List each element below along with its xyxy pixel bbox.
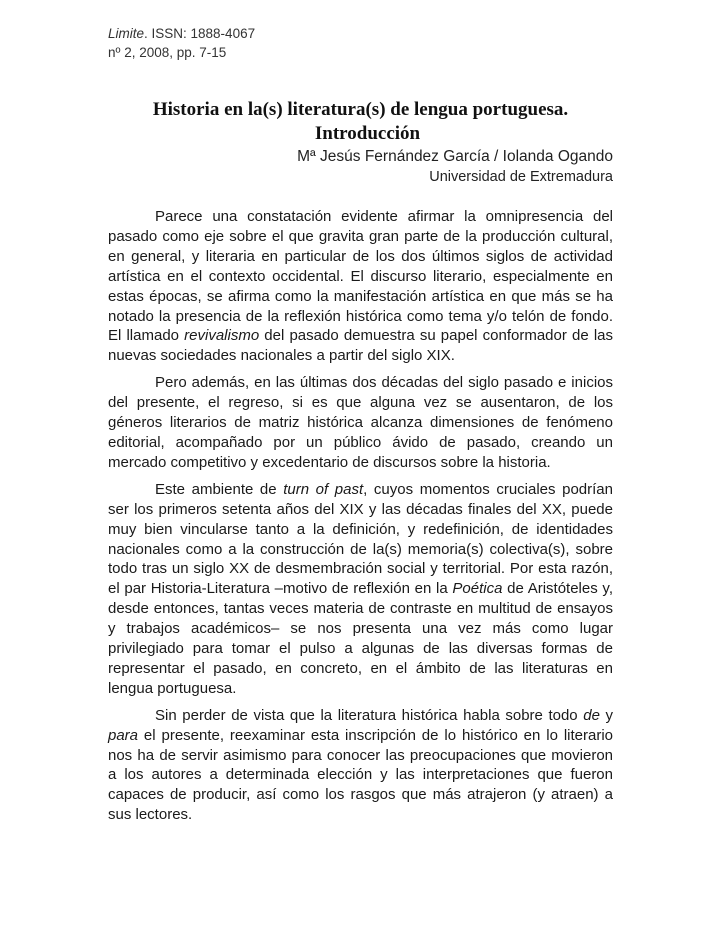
paragraph-text: Parece una constatación evidente afirmar la omnipresencia del pasado como eje sobre el que gravita gran parte de la producción cultural, en general, y literaria en particular de los dos últimos siglos de actividad artística en el contexto occidental. El discurso literario, especialmente en estas épocas, se afirma como la manifestación artística en que más se ha notado la presencia de la reflexión histórica como tema y/o telón de fondo. El llamado [108, 208, 613, 345]
body-text [108, 207, 613, 832]
italic-term: revivalismo [184, 327, 260, 345]
issn: . ISSN: 1888-4067 [144, 26, 256, 41]
article-title [108, 98, 613, 146]
italic-term: turn of past [283, 480, 364, 498]
paragraph-text: Pero además, en las últimas dos décadas del siglo pasado e inicios del presente, el regreso, si es que alguna vez se ausentaron, de los géneros literarios de matriz histórica alcanza dimensiones de fenómeno editorial, acompañado por un público ávido de pasado, creando un mercado competitivo y excedentario de discursos sobre la historia. [108, 374, 613, 471]
authors: Mª Jesús Fernández García / Iolanda Ogando [297, 148, 613, 165]
italic-term: para [108, 726, 139, 744]
title-line-2: Introducción [314, 123, 421, 144]
issue-info: nº 2, 2008, pp. 7-15 [108, 45, 227, 60]
paragraph-2 [108, 373, 613, 473]
paragraph-text: , cuyos momentos cruciales podrían ser los primeros setenta años del XIX y las décadas finales del XX, puede muy bien vincularse tanto a la definición, y redefinición, de identidades nacionales como a la construcción de la(s) memoria(s) colectiva(s), sobre todo tras un siglo XX de desmembración social y territorial. Por esta razón, el par Historia-Literatura –motivo de reflexión en la [108, 480, 613, 598]
paragraph-1 [108, 207, 613, 366]
affiliation: Universidad de Extremadura [429, 169, 613, 185]
journal-name: Limite [108, 26, 145, 41]
paragraph-4 [108, 706, 613, 825]
journal-header [108, 24, 255, 62]
paragraph-text: de Aristóteles y, desde entonces, tantas veces materia de contraste en multitud de ensayos y trabajos académicos– se nos presenta una vez más como lugar privilegiado para tomar el pulso a algunas de las diversas formas de representar el pasado, en concreto, en el ámbito de las literaturas en lengua portuguesa. [108, 580, 613, 697]
paragraph-text: del pasado demuestra su papel conformador de las nuevas sociedades nacionales a partir del siglo XIX. [108, 327, 613, 365]
paragraph-text: y [599, 706, 613, 724]
italic-term: Poética [452, 580, 503, 598]
italic-term: de [583, 706, 600, 724]
paragraph-text: Sin perder de vista que la literatura histórica habla sobre todo [155, 706, 584, 724]
paragraph-text: Este ambiente de [155, 480, 284, 498]
journal-issn-line [108, 24, 255, 43]
paragraph-3 [108, 480, 613, 699]
paragraph-text: el presente, reexaminar esta inscripción de lo histórico en lo literario nos ha de servir asimismo para conocer las preocupaciones que movieron a los autores a determinada elección y las interpretaciones que fueron capaces de producir, así como los rasgos que más atrajeron (y atraen) a sus lectores. [108, 726, 613, 824]
title-line-1: Historia en la(s) literatura(s) de lengua portuguesa. [152, 99, 569, 120]
